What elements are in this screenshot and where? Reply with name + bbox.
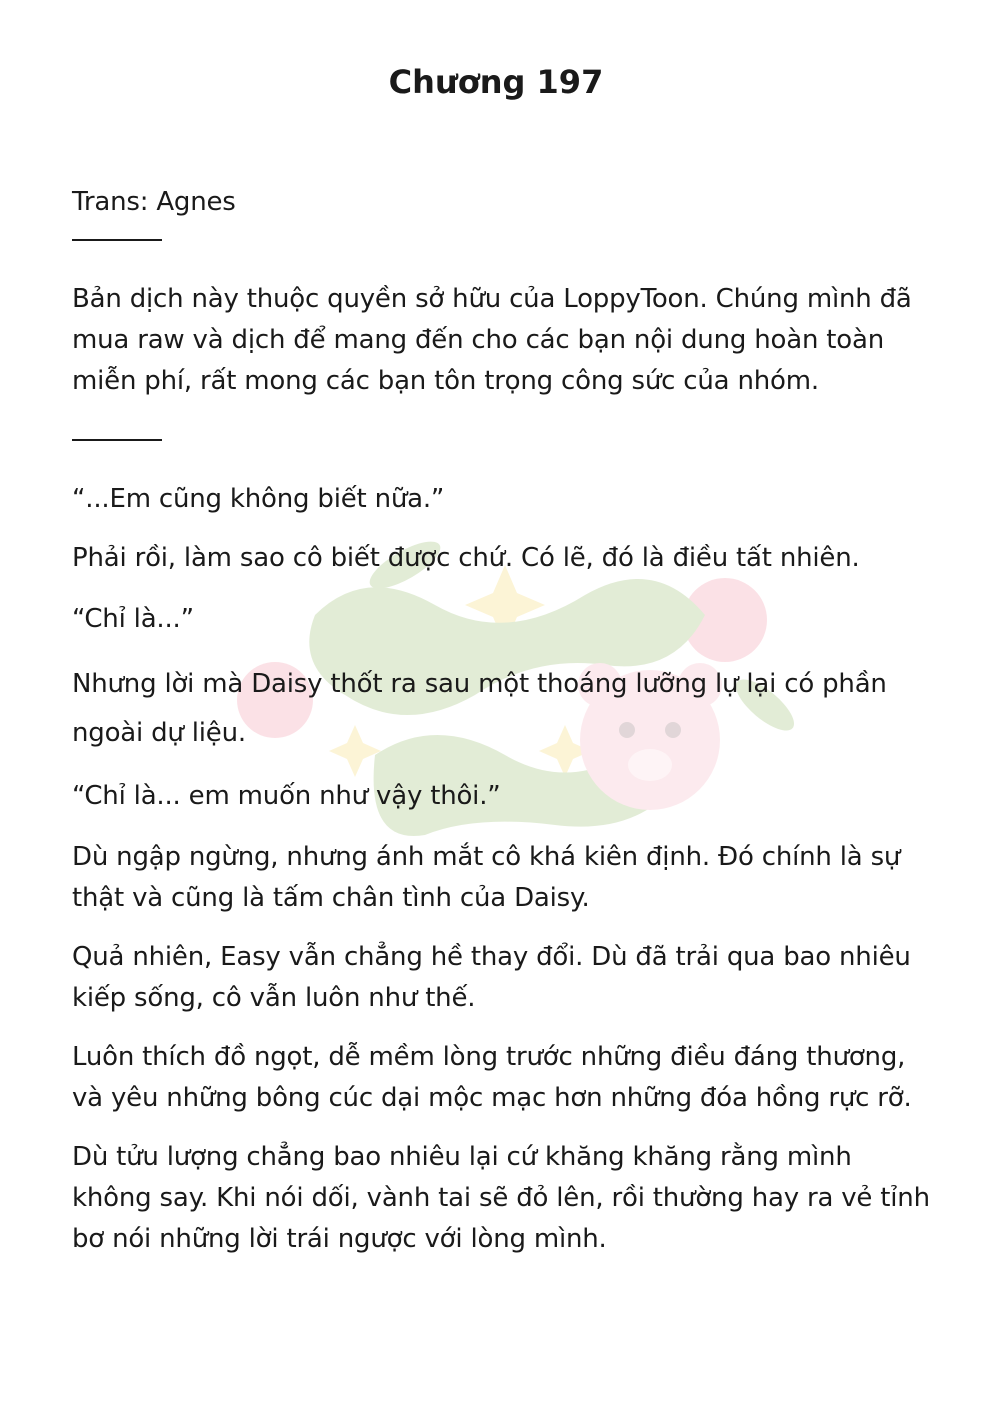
translator-credit: Trans: Agnes	[72, 187, 236, 217]
story-paragraph: Luôn thích đồ ngọt, dễ mềm lòng trước những điều đáng thương, và yêu những bông cúc dại mộc mạc hơn những đóa hồng rực rỡ.	[72, 1042, 912, 1113]
story-paragraph: “Chỉ là...”	[72, 604, 194, 634]
story-paragraph: “Chỉ là... em muốn như vậy thôi.”	[72, 781, 501, 811]
chapter-title: Chương 197	[388, 63, 604, 101]
divider	[72, 239, 162, 241]
divider	[72, 439, 162, 441]
story-paragraph: Quả nhiên, Easy vẫn chẳng hề thay đổi. Dù đã trải qua bao nhiêu kiếp sống, cô vẫn luôn như thế.	[72, 942, 911, 1013]
story-paragraph: Dù ngập ngừng, nhưng ánh mắt cô khá kiên định. Đó chính là sự thật và cũng là tấm chân tình của Daisy.	[72, 842, 901, 913]
chapter-content	[72, 182, 932, 1260]
copyright-notice: Bản dịch này thuộc quyền sở hữu của LoppyToon. Chúng mình đã mua raw và dịch để mang đến cho các bạn nội dung hoàn toàn miễn phí, rất mong các bạn tôn trọng công sức của nhóm.	[72, 284, 912, 396]
story-paragraph: Phải rồi, làm sao cô biết được chứ. Có lẽ, đó là điều tất nhiên.	[72, 543, 860, 573]
story-paragraph: “...Em cũng không biết nữa.”	[72, 484, 445, 514]
story-paragraph: Nhưng lời mà Daisy thốt ra sau một thoáng lưỡng lự lại có phần ngoài dự liệu.	[72, 669, 887, 748]
story-paragraph: Dù tửu lượng chẳng bao nhiêu lại cứ khăng khăng rằng mình không say. Khi nói dối, vành tai sẽ đỏ lên, rồi thường hay ra vẻ tỉnh bơ nói những lời trái ngược với lòng mình.	[72, 1142, 930, 1254]
